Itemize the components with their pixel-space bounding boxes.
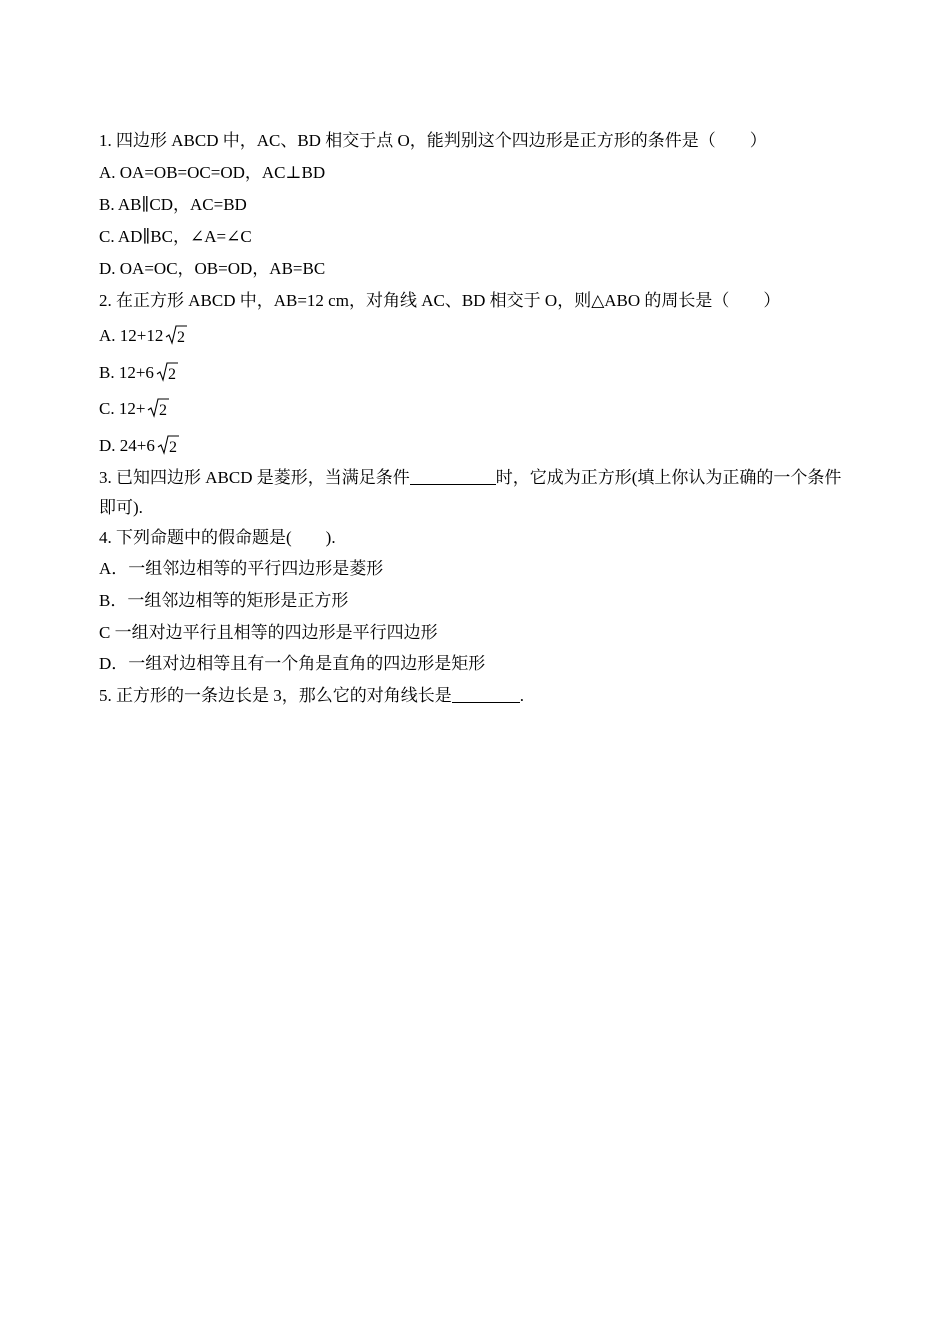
q2-option-d-text: D. 24+6 bbox=[99, 436, 155, 455]
radicand: 2 bbox=[168, 439, 177, 456]
q2-option-b-text: B. 12+6 bbox=[99, 363, 154, 382]
q3-answer-blank[interactable] bbox=[410, 468, 496, 485]
q2-stem: 2. 在正方形 ABCD 中，AB=12 cm，对角线 AC、BD 相交于 O，则△ABO 的周长是（ ） bbox=[99, 291, 781, 310]
q5-answer-blank[interactable] bbox=[452, 686, 520, 703]
q3-stem-pre: 3. 已知四边形 ABCD 是菱形，当满足条件 bbox=[99, 468, 410, 487]
sqrt-symbol bbox=[157, 434, 179, 457]
sqrt-symbol bbox=[165, 324, 187, 347]
q1-option-c: C. AD∥BC，∠A=∠C bbox=[99, 227, 252, 246]
q5-stem-post: . bbox=[519, 686, 524, 705]
q4-option-c: C 一组对边平行且相等的四边形是平行四边形 bbox=[99, 623, 438, 642]
q2-option-a bbox=[99, 324, 187, 347]
sqrt-symbol bbox=[147, 397, 169, 420]
q3-stem-post: 时，它成为正方形(填上你认为正确的一个条件即可). bbox=[99, 468, 842, 517]
q5-stem-pre: 5. 正方形的一条边长是 3，那么它的对角线长是 bbox=[99, 686, 452, 705]
q2-option-c-text: C. 12+ bbox=[99, 399, 146, 418]
q4-option-b: B．一组邻边相等的矩形是正方形 bbox=[99, 591, 349, 610]
q1-stem: 1. 四边形 ABCD 中，AC、BD 相交于点 O，能判别这个四边形是正方形的条件是（ ） bbox=[99, 131, 767, 150]
q1-option-a: A. OA=OB=OC=OD，AC⊥BD bbox=[99, 163, 326, 182]
q2-option-d bbox=[99, 434, 179, 457]
q4-option-d: D．一组对边相等且有一个角是直角的四边形是矩形 bbox=[99, 654, 486, 673]
q2-option-c bbox=[99, 397, 169, 420]
sqrt-symbol bbox=[156, 361, 178, 384]
radicand: 2 bbox=[177, 329, 186, 346]
q2-option-a-text: A. 12+12 bbox=[99, 326, 164, 345]
q1-option-d: D. OA=OC，OB=OD，AB=BC bbox=[99, 259, 326, 278]
q1-option-b: B. AB∥CD，AC=BD bbox=[99, 195, 247, 214]
radicand: 2 bbox=[159, 402, 168, 419]
q4-option-a: A．一组邻边相等的平行四边形是菱形 bbox=[99, 559, 384, 578]
q2-option-b bbox=[99, 361, 178, 384]
radicand: 2 bbox=[167, 366, 176, 383]
q4-stem: 4. 下列命题中的假命题是( ). bbox=[99, 528, 336, 547]
q5-stem bbox=[99, 685, 524, 707]
q3-stem bbox=[99, 463, 854, 523]
